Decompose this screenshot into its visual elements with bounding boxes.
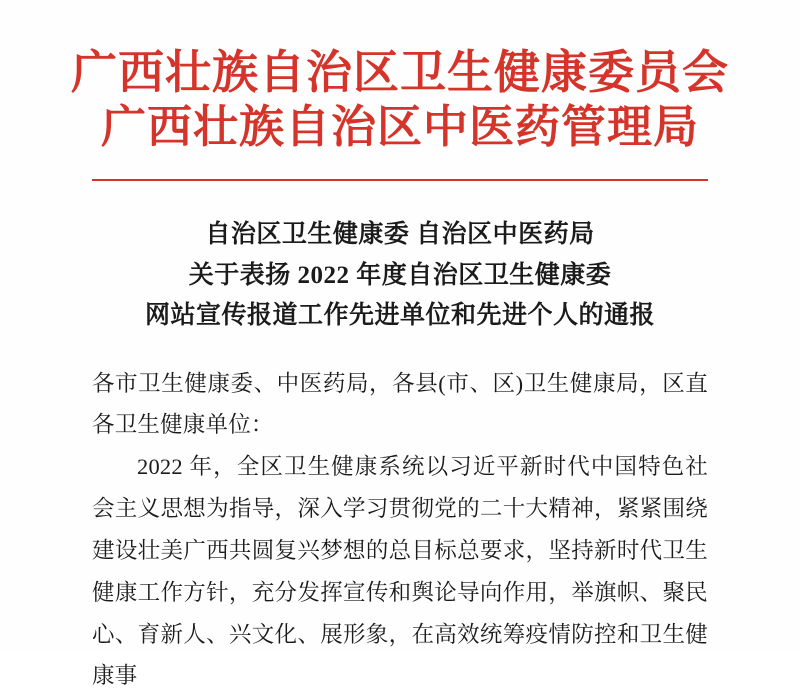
title-line-2: 关于表扬 2022 年度自治区卫生健康委 [0, 256, 800, 297]
recipient-paragraph: 各市卫生健康委、中医药局，各县(市、区)卫生健康局，区直各卫生健康单位： [92, 363, 708, 447]
document-title [0, 215, 800, 337]
letterhead-line-2: 广西壮族自治区中医药管理局 [0, 100, 800, 155]
document-body [92, 363, 708, 697]
letterhead-line-1: 广西壮族自治区卫生健康委员会 [0, 44, 800, 100]
title-line-3: 网站宣传报道工作先进单位和先进个人的通报 [0, 296, 800, 337]
letterhead [0, 0, 800, 181]
title-line-1: 自治区卫生健康委 自治区中医药局 [0, 215, 800, 256]
letterhead-divider [92, 179, 708, 181]
body-paragraph-1: 2022 年，全区卫生健康系统以习近平新时代中国特色社会主义思想为指导，深入学习贯彻党的二十大精神，紧紧围绕建设壮美广西共圆复兴梦想的总目标总要求，坚持新时代卫生健康工作方针，充分发挥宣传和舆论导向作用，举旗帜、聚民心、育新人、兴文化、展形象，在高效统筹疫情防控和卫生健康事 [92, 446, 708, 697]
